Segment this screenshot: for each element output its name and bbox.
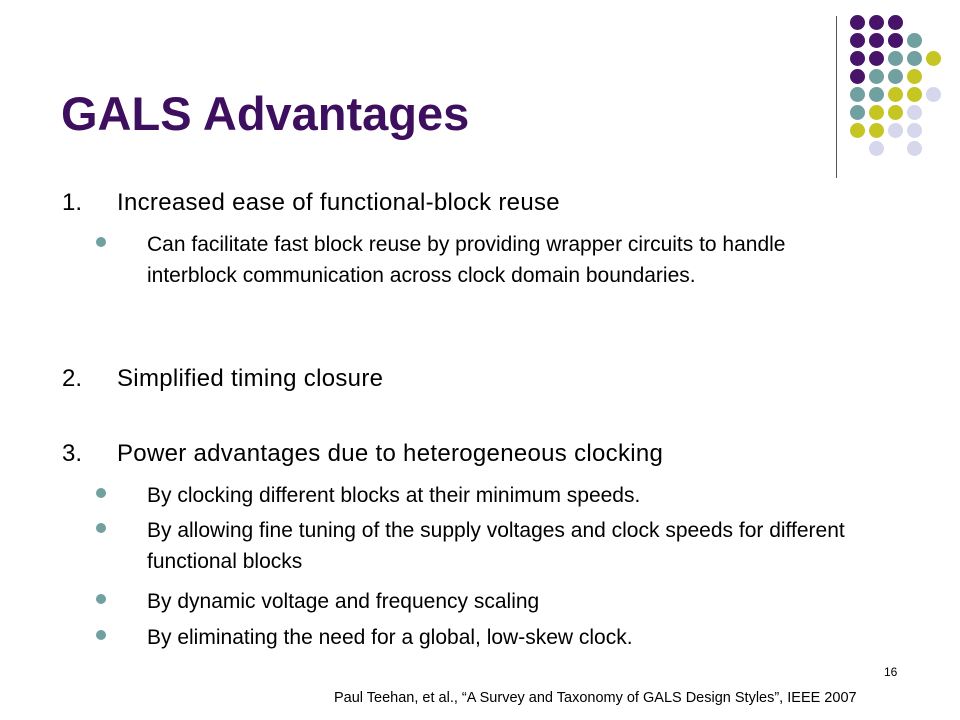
sub-bullet-text: Can facilitate fast block reuse by providing wrapper circuits to handle interblock communication across clock domain boundaries.	[147, 233, 786, 287]
slide-title: GALS Advantages	[61, 87, 470, 140]
sub-bullet-text: By clocking different blocks at their minimum speeds.	[147, 484, 641, 507]
sub-bullet-text: By dynamic voltage and frequency scaling	[147, 590, 540, 613]
list-item-text: Power advantages due to heterogeneous clocking	[117, 440, 664, 467]
bullet-dot-icon	[96, 237, 106, 247]
citation: Paul Teehan, et al., “A Survey and Taxonomy of GALS Design Styles”, IEEE 2007	[334, 690, 857, 706]
bullet-dot-icon	[96, 594, 106, 604]
page-number: 16	[884, 665, 898, 679]
list-item-text: Increased ease of functional-block reuse	[117, 189, 560, 216]
list-item-number: 3.	[62, 440, 83, 467]
list-item-number: 1.	[62, 189, 83, 216]
sub-bullet-text: By allowing fine tuning of the supply voltages and clock speeds for different functional blocks	[147, 519, 845, 573]
bullet-dot-icon	[96, 523, 106, 533]
sub-bullet-text: By eliminating the need for a global, low-skew clock.	[147, 626, 633, 649]
list-item-text: Simplified timing closure	[117, 365, 384, 392]
bullet-dot-icon	[96, 630, 106, 640]
bullet-dot-icon	[96, 488, 106, 498]
list-item-number: 2.	[62, 365, 83, 392]
